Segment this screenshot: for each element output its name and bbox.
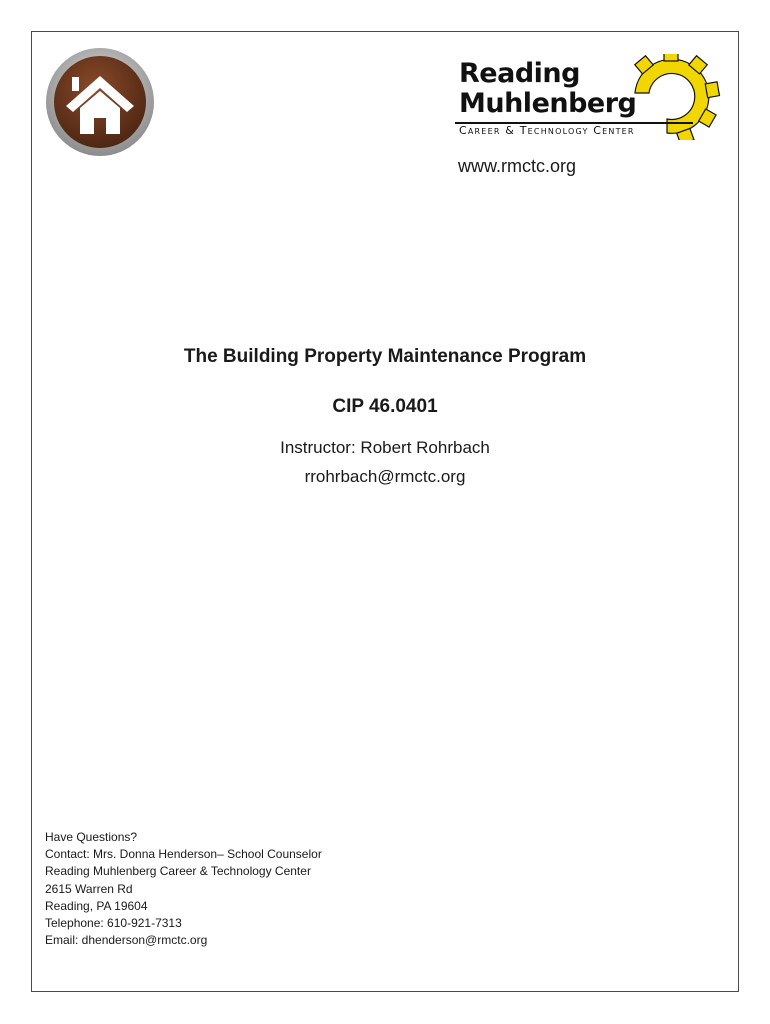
logo-subtitle: Career & Technology Center (459, 124, 635, 137)
logo-text-muhlenberg: Muhlenberg (459, 88, 637, 119)
cip-code: CIP 46.0401 (332, 396, 438, 417)
contact-street: 2615 Warren Rd (45, 881, 133, 896)
instructor-name: Instructor: Robert Rohrbach (280, 438, 490, 457)
website-link[interactable]: www.rmctc.org (458, 156, 577, 176)
house-icon[interactable] (44, 46, 156, 158)
contact-telephone: Telephone: 610-921-7313 (45, 916, 182, 931)
school-logo (455, 54, 723, 144)
contact-organization: Reading Muhlenberg Career & Technology Center (45, 864, 311, 879)
contact-email[interactable]: Email: dhenderson@rmctc.org (45, 933, 208, 948)
contact-heading: Have Questions? (45, 830, 138, 844)
instructor-email[interactable]: rrohrbach@rmctc.org (304, 467, 466, 486)
contact-person: Contact: Mrs. Donna Henderson– School Counselor (45, 847, 322, 862)
contact-city: Reading, PA 19604 (45, 898, 148, 913)
contact-block (45, 829, 322, 949)
program-title: The Building Property Maintenance Program (183, 346, 587, 367)
logo-text-reading: Reading (459, 58, 580, 89)
